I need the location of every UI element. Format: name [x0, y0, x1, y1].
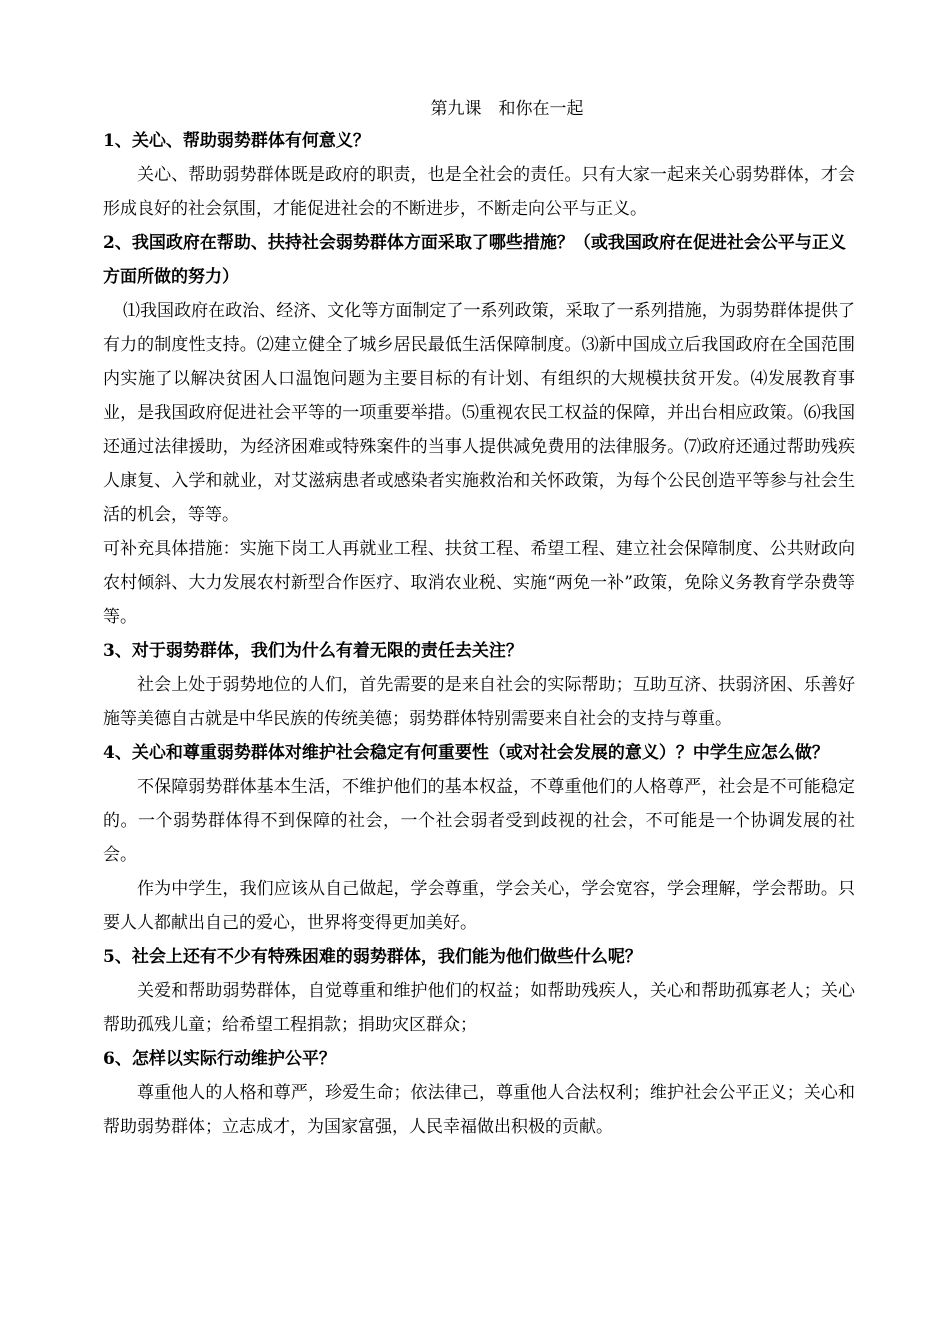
page-title: 第九课 和你在一起: [430, 99, 584, 119]
section-4: [103, 736, 855, 940]
answer-6-paragraph-1: 尊重他人的人格和尊严，珍爱生命；依法律己，尊重他人合法权利；维护社会公平正义；关心和帮助弱势群体；立志成才，为国家富强，人民幸福做出积极的贡献。: [103, 1083, 855, 1137]
answer-2-paragraph-2: 可补充具体措施：实施下岗工人再就业工程、扶贫工程、希望工程、建立社会保障制度、公共财政向农村倾斜、大力发展农村新型合作医疗、取消农业税、实施“两免一补”政策，免除义务教育学杂费等等。: [103, 539, 855, 627]
section-1: [103, 124, 855, 226]
answer-2-paragraph-1: ⑴我国政府在政治、经济、文化等方面制定了一系列政策，采取了一系列措施，为弱势群体提供了有力的制度性支持。⑵建立健全了城乡居民最低生活保障制度。⑶新中国成立后我国政府在全国范围内实施了以解决贫困人口温饱问题为主要目标的有计划、有组织的大规模扶贫开发。⑷发展教育事业，是我国政府促进社会平等的一项重要举措。⑸重视农民工权益的保障，并出台相应政策。⑹我国还通过法律援助，为经济困难或特殊案件的当事人提供减免费用的法律服务。⑺政府还通过帮助残疾人康复、入学和就业，对艾滋病患者或感染者实施救治和关怀政策，为每个公民创造平等参与社会生活的机会，等等。: [103, 301, 855, 525]
question-3: 3、对于弱势群体，我们为什么有着无限的责任去关注？: [103, 641, 523, 661]
question-5: 5、社会上还有不少有特殊困难的弱势群体，我们能为他们做些什么呢？: [103, 947, 642, 967]
answer-1-paragraph-1: 关心、帮助弱势群体既是政府的职责，也是全社会的责任。只有大家一起来关心弱势群体，才会形成良好的社会氛围，才能促进社会的不断进步，不断走向公平与正义。: [103, 165, 855, 219]
section-3: [103, 634, 855, 736]
answer-4-paragraph-1: 不保障弱势群体基本生活，不维护他们的基本权益，不尊重他们的人格尊严，社会是不可能稳定的。一个弱势群体得不到保障的社会，一个社会弱者受到歧视的社会，不可能是一个协调发展的社会。: [103, 777, 855, 865]
question-4: 4、关心和尊重弱势群体对维护社会稳定有何重要性（或对社会发展的意义）？中学生应怎么做？: [103, 743, 829, 763]
answer-5-paragraph-1: 关爱和帮助弱势群体，自觉尊重和维护他们的权益；如帮助残疾人，关心和帮助孤寡老人；关心帮助孤残儿童；给希望工程捐款；捐助灾区群众；: [103, 981, 855, 1035]
section-2: [103, 226, 855, 634]
answer-3-paragraph-1: 社会上处于弱势地位的人们，首先需要的是来自社会的实际帮助；互助互济、扶弱济困、乐善好施等美德自古就是中华民族的传统美德；弱势群体特别需要来自社会的支持与尊重。: [103, 675, 855, 729]
question-2: 2、我国政府在帮助、扶持社会弱势群体方面采取了哪些措施？（或我国政府在促进社会公平与正义方面所做的努力）: [103, 233, 846, 287]
section-6: [103, 1042, 855, 1144]
answer-4-paragraph-2: 作为中学生，我们应该从自己做起，学会尊重，学会关心，学会宽容，学会理解，学会帮助。只要人人都献出自己的爱心，世界将变得更加美好。: [103, 879, 855, 933]
question-1: 1、关心、帮助弱势群体有何意义？: [103, 131, 370, 151]
question-6: 6、怎样以实际行动维护公平？: [103, 1049, 336, 1069]
section-5: [103, 940, 855, 1042]
